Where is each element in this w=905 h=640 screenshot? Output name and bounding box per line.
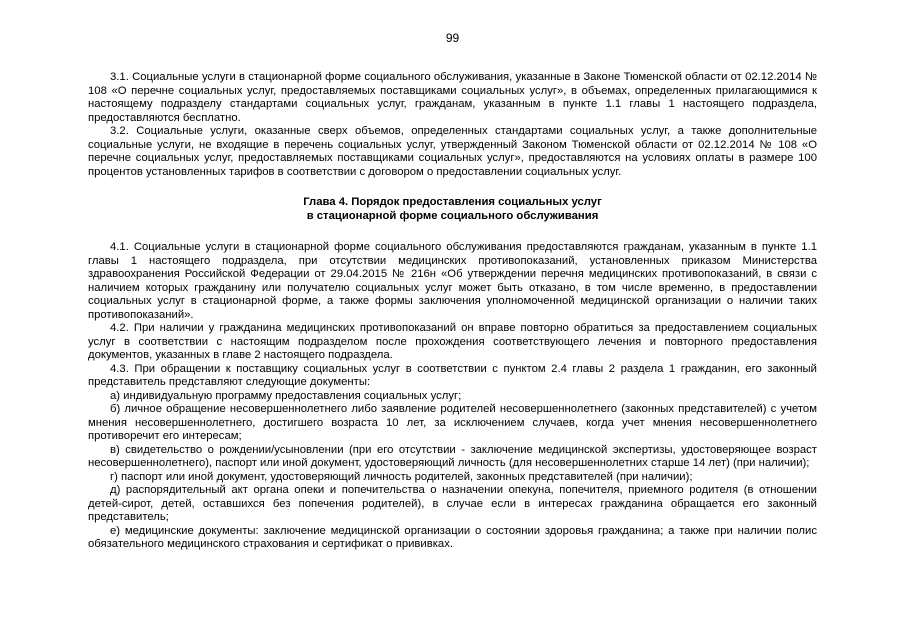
chapter-4-title — [88, 196, 817, 223]
list-item-v: в) свидетельство о рождении/усыновлении (при его отсутствии - заключение медицинской экспертизы, удостоверяющее возраст несовершеннолетнего), паспорт или иной документ, удостоверяющий личность (для несовершеннолетних старше 14 лет) (при наличии); — [88, 443, 817, 469]
page-number: 99 — [445, 31, 460, 45]
list-item-d: д) распорядительный акт органа опеки и попечительства о назначении опекуна, попечителя, приемного родителя (в отношении детей-сирот, детей, оставшихся без попечения родителей), в случае если в интересах гражданина обращается его законный представитель; — [88, 484, 817, 523]
chapter-4-title-line-1: Глава 4. Порядок предоставления социальных услуг — [303, 196, 602, 208]
list-item-g: г) паспорт или иной документ, удостоверяющий личность родителей, законных представителей (при наличии); — [110, 470, 693, 483]
paragraph-4-1: 4.1. Социальные услуги в стационарной форме социального обслуживания предоставляются гражданам, указанным в пункте 1.1 главы 1 настоящего подраздела, при отсутствии медицинских противопоказаний, установленных приказом Министерства здравоохранения Российской Федерации от 29.04.2015 № 216н «Об утверждении перечня медицинских противопоказаний, в связи с наличием которых гражданину или получателю социальных услуг может быть отказано, в том числе временно, в предоставлении социальных услуг в стационарной форме, а также формы заключения уполномоченной медицинской организации о наличии таких противопоказаний». — [88, 241, 817, 321]
chapter-4-title-line-2: в стационарной форме социального обслуживания — [306, 209, 599, 222]
paragraph-4-2: 4.2. При наличии у гражданина медицинских противопоказаний он вправе повторно обратиться за предоставлением социальных услуг в соответствии с настоящим подразделом после прохождения соответствующего лечения и повторного предоставления документов, указанных в главе 2 настоящего подраздела. — [88, 322, 817, 361]
paragraph-3-1: 3.1. Социальные услуги в стационарной форме социального обслуживания, указанные в Законе Тюменской области от 02.12.2014 № 108 «О перечне социальных услуг, предоставляемых поставщиками социальных услуг», в объемах, определенных прилагающимися к настоящему подразделу стандартами социальных услуг, гражданам, указанным в пункте 1.1 главы 1 настоящего подраздела, предоставляются бесплатно. — [88, 71, 817, 124]
list-item-b: б) личное обращение несовершеннолетнего либо заявление родителей несовершеннолетнего (законных представителей) с учетом мнения несовершеннолетнего, достигшего возраста 10 лет, за исключением случаев, когда учет мнения несовершеннолетнего противоречит его интересам; — [88, 403, 817, 442]
paragraph-4-3: 4.3. При обращении к поставщику социальных услуг в соответствии с пунктом 2.4 главы 2 раздела 1 гражданин, его законный представитель представляют следующие документы: — [88, 362, 817, 388]
paragraph-3-2: 3.2. Социальные услуги, оказанные сверх объемов, определенных стандартами социальных услуг, а также дополнительные социальные услуги, не входящие в перечень социальных услуг, утвержденный Законом Тюменской области от 02.12.2014 № 108 «О перечне социальных услуг, предоставляемых поставщиками социальных услуг», предоставляются на условиях оплаты в размере 100 процентов установленных тарифов в соответствии с договором о предоставлении социальных услуг. — [88, 125, 817, 178]
list-item-e: е) медицинские документы: заключение медицинской организации о состоянии здоровья гражданина; а также при наличии полис обязательного медицинского страхования и сертификат о прививках. — [88, 524, 817, 550]
list-item-a: а) индивидуальную программу предоставления социальных услуг; — [110, 389, 462, 402]
